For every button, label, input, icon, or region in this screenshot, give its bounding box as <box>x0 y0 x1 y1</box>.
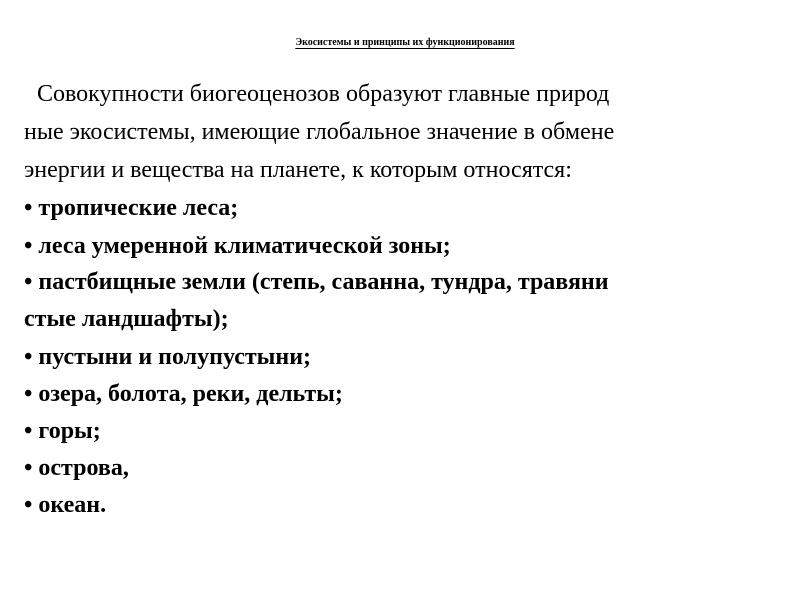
paragraph-line-2: ные экосистемы, имеющие глобальное значение в обмене <box>24 119 615 145</box>
bullet-item-3-continuation: стые ландшафты); <box>24 306 229 332</box>
bullet-item-6: • горы; <box>24 418 101 444</box>
bullet-item-4: • пустыни и полупустыни; <box>24 344 312 370</box>
paragraph-line-1: Совокупности биогеоценозов образуют главные природ <box>37 81 610 107</box>
bullet-item-2: • леса умеренной климатической зоны; <box>24 233 451 259</box>
bullet-item-8: • океан. <box>24 492 107 518</box>
bullet-item-3: • пастбищные земли (степь, саванна, тундра, травяни <box>24 269 609 295</box>
paragraph-line-3: энергии и вещества на планете, к которым относятся: <box>24 157 572 183</box>
slide-title: Экосистемы и принципы их функционирования <box>295 37 515 48</box>
bullet-item-7: • острова, <box>24 455 129 481</box>
bullet-item-5: • озера, болота, реки, дельты; <box>24 381 343 407</box>
bullet-item-1: • тропические леса; <box>24 195 239 221</box>
